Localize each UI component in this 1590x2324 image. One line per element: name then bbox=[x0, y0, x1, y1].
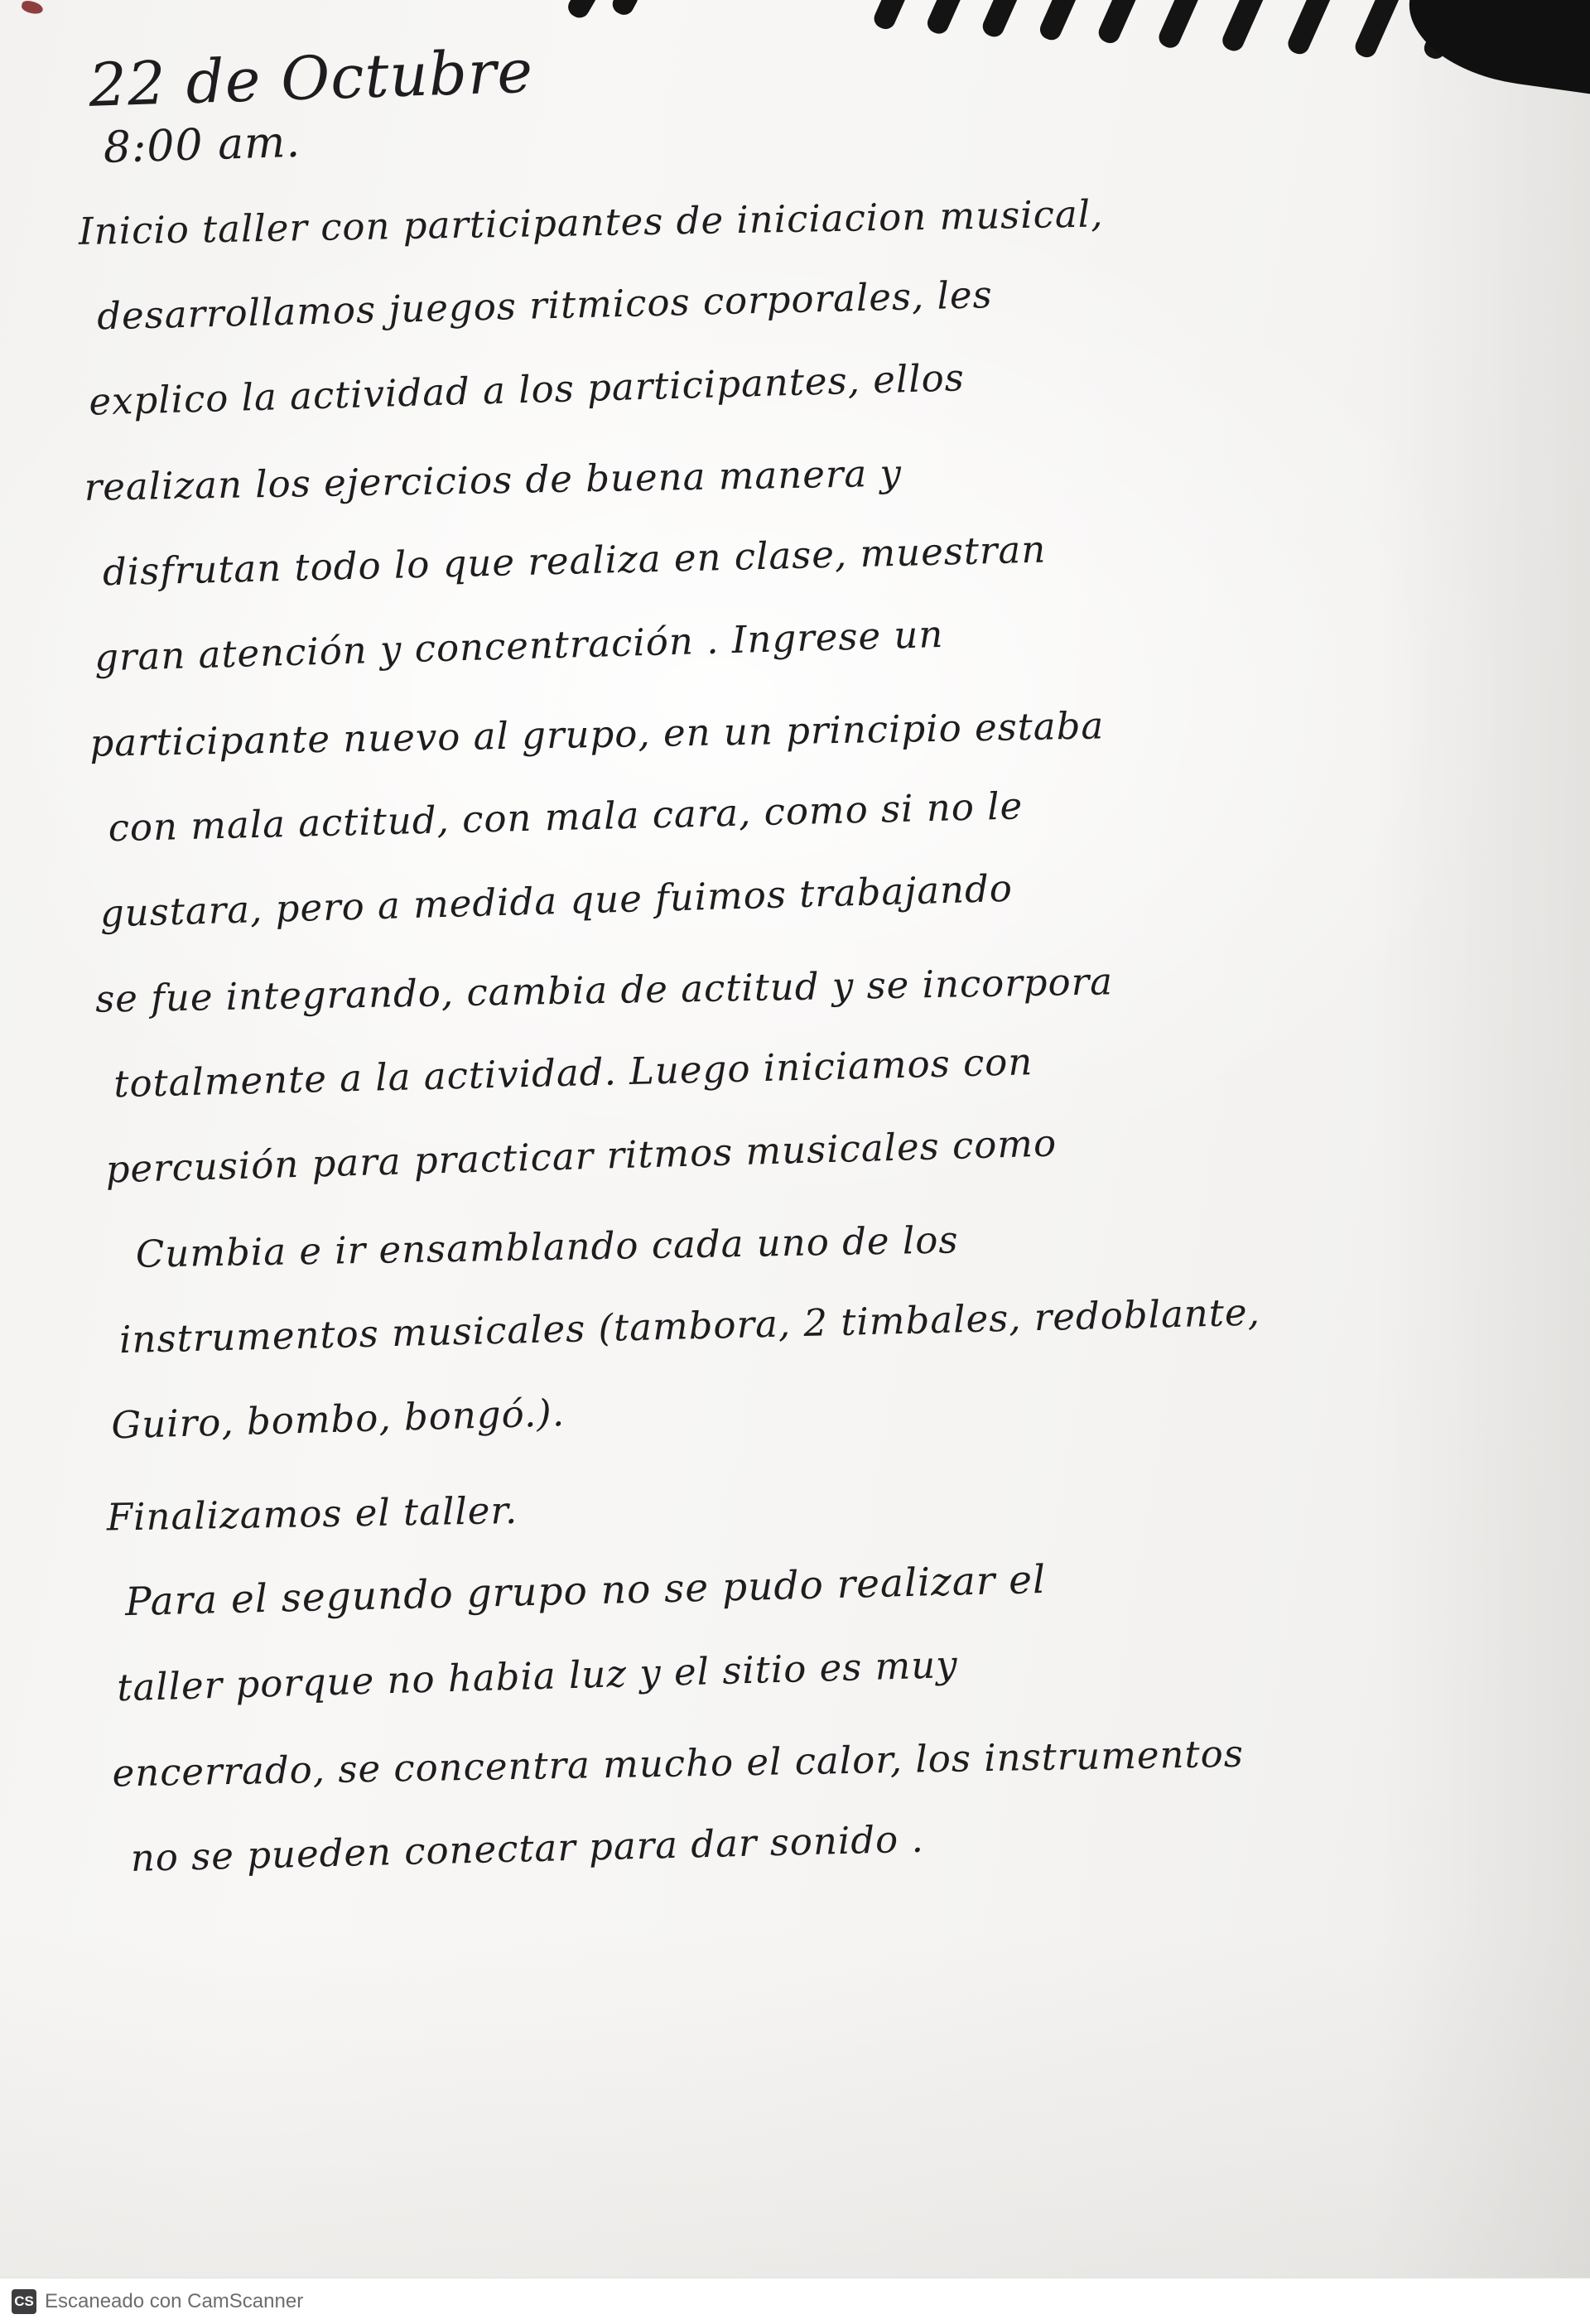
note-line: realizan los ejercicios de buena manera y bbox=[84, 451, 903, 509]
camscanner-label: Escaneado con CamScanner bbox=[45, 2289, 304, 2312]
note-date: 22 de Octubre bbox=[87, 36, 535, 120]
spiral-coil-icon bbox=[565, 0, 600, 22]
note-line: explico la actividad a los participantes, ellos bbox=[88, 355, 966, 424]
note-line: se fue integrando, cambia de actitud y se incorpora bbox=[94, 959, 1114, 1021]
camscanner-footer bbox=[0, 2278, 1590, 2324]
handwritten-note bbox=[73, 11, 1590, 1902]
spiral-coil-icon bbox=[610, 0, 642, 18]
note-line: Inicio taller con participantes de iniciacion musical, bbox=[78, 191, 1104, 253]
scan-shadow-bottom bbox=[0, 1930, 1590, 2278]
note-line: Cumbia e ir ensamblando cada uno de los bbox=[135, 1217, 959, 1276]
note-line: no se pueden conectar para dar sonido . bbox=[130, 1816, 925, 1880]
note-line: con mala actitud, con mala cara, como si no le bbox=[108, 784, 1024, 851]
camscanner-logo-icon: CS bbox=[12, 2289, 36, 2314]
note-line: Para el segundo grupo no se pudo realizar el bbox=[124, 1556, 1047, 1626]
note-line: percusión para practicar ritmos musicales como bbox=[104, 1121, 1058, 1192]
note-line: gustara, pero a medida que fuimos trabajando bbox=[99, 865, 1014, 936]
note-line: Finalizamos el taller. bbox=[106, 1487, 518, 1540]
note-line: desarrollamos juegos ritmicos corporales, les bbox=[96, 272, 994, 339]
note-line: Guiro, bombo, bongó.). bbox=[110, 1391, 566, 1448]
note-line: totalmente a la actividad. Luego iniciamos con bbox=[113, 1039, 1034, 1107]
note-line: disfrutan todo lo que realiza en clase, muestran bbox=[102, 527, 1047, 595]
note-time: 8:00 am. bbox=[102, 117, 301, 173]
note-body bbox=[76, 157, 1590, 1902]
note-line: encerrado, se concentra mucho el calor, los instrumentos bbox=[112, 1731, 1245, 1796]
note-line: participante nuevo al grupo, en un principio estaba bbox=[89, 703, 1105, 765]
note-line: gran atención y concentración . Ingrese un bbox=[94, 611, 944, 680]
note-line: instrumentos musicales (tambora, 2 timbales, redoblante, bbox=[118, 1290, 1261, 1362]
note-line: taller porque no habia luz y el sitio es muy bbox=[116, 1642, 959, 1710]
